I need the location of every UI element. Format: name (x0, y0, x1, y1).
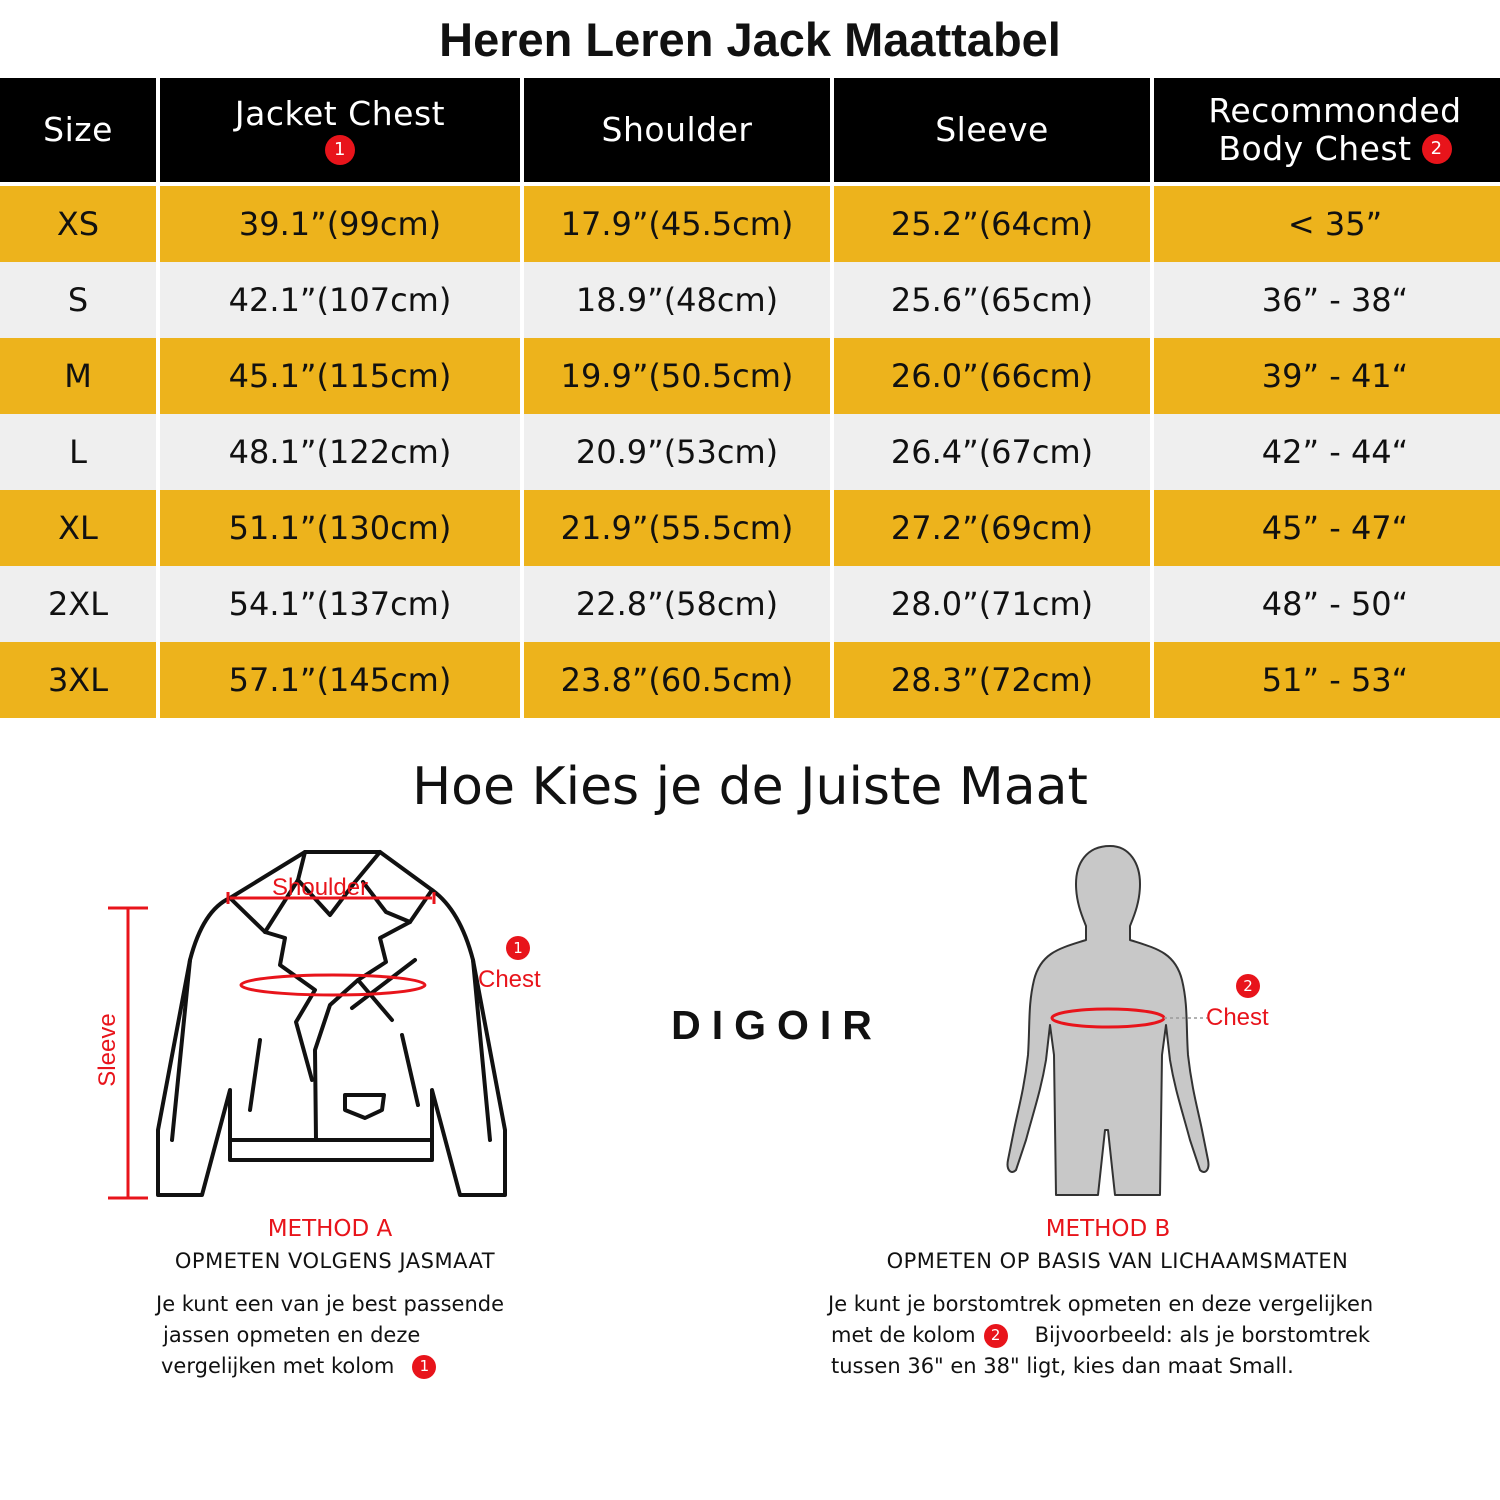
method-a-line-2: jassen opmeten en deze (163, 1323, 421, 1347)
table-cell-jacket-chest: 57.1”(145cm) (160, 642, 520, 718)
table-cell-size: XL (0, 490, 156, 566)
header-text: Body Chest (1218, 129, 1412, 168)
method-a-line-3-wrap (156, 1351, 576, 1382)
method-b-line-3: tussen 36" en 38" ligt, kies dan maat Small. (831, 1354, 1294, 1378)
header-shoulder (524, 78, 830, 182)
table-cell-shoulder: 23.8”(60.5cm) (524, 642, 830, 718)
header-line (235, 95, 445, 133)
page-title: Heren Leren Jack Maattabel (439, 13, 1061, 66)
method-a-badge: 1 (412, 1355, 436, 1379)
header-line (1218, 130, 1451, 168)
table-cell-jacket-chest: 51.1”(130cm) (160, 490, 520, 566)
method-a-line-1: Je kunt een van je best passende (156, 1292, 505, 1316)
table-cell-shoulder: 19.9”(50.5cm) (524, 338, 830, 414)
table-cell-body-chest: 45” - 47“ (1154, 490, 1500, 566)
table-cell-shoulder: 17.9”(45.5cm) (524, 186, 830, 262)
table-cell-size: 2XL (0, 566, 156, 642)
header-body-chest (1154, 78, 1500, 182)
header-jacket-chest (160, 78, 520, 182)
method-b-line-2-wrap (828, 1320, 1428, 1351)
table-cell-sleeve: 28.3”(72cm) (834, 642, 1150, 718)
method-a-title: METHOD A (267, 1216, 393, 1242)
table-cell-jacket-chest: 45.1”(115cm) (160, 338, 520, 414)
body-chest-label: Chest (1206, 1004, 1269, 1031)
size-table (0, 78, 1500, 718)
header-text: Jacket Chest (234, 94, 446, 133)
shoulder-label: Shoulder (272, 874, 369, 901)
header-line (935, 111, 1049, 149)
table-cell-sleeve: 27.2”(69cm) (834, 490, 1150, 566)
header-text: Recommonded (1208, 91, 1462, 130)
table-cell-body-chest: 51” - 53“ (1154, 642, 1500, 718)
method-b-subtitle: OPMETEN OP BASIS VAN LICHAAMSMATEN (886, 1249, 1349, 1273)
table-cell-size: S (0, 262, 156, 338)
sleeve-label: Sleeve (94, 1013, 121, 1087)
section-title: Hoe Kies je de Juiste Maat (412, 757, 1088, 817)
table-cell-jacket-chest: 48.1”(122cm) (160, 414, 520, 490)
table-cell-sleeve: 25.2”(64cm) (834, 186, 1150, 262)
table-cell-size: L (0, 414, 156, 490)
table-cell-body-chest: < 35” (1154, 186, 1500, 262)
body-silhouette (990, 840, 1230, 1205)
table-cell-body-chest: 42” - 44“ (1154, 414, 1500, 490)
table-cell-size: XS (0, 186, 156, 262)
body-chest-badge: 2 (1236, 974, 1260, 998)
method-b-line-1: Je kunt je borstomtrek opmeten en deze vergelijken (828, 1292, 1374, 1316)
method-b-title: METHOD B (1045, 1216, 1171, 1242)
table-cell-size: M (0, 338, 156, 414)
table-cell-shoulder: 22.8”(58cm) (524, 566, 830, 642)
table-cell-sleeve: 26.4”(67cm) (834, 414, 1150, 490)
header-line (602, 111, 753, 149)
header-badge: 2 (1422, 134, 1452, 164)
table-cell-sleeve: 25.6”(65cm) (834, 262, 1150, 338)
table-cell-jacket-chest: 42.1”(107cm) (160, 262, 520, 338)
table-cell-jacket-chest: 54.1”(137cm) (160, 566, 520, 642)
header-badge: 1 (325, 135, 355, 165)
table-cell-body-chest: 39” - 41“ (1154, 338, 1500, 414)
method-a-description (156, 1289, 576, 1382)
header-text: Sleeve (935, 110, 1049, 149)
table-cell-shoulder: 20.9”(53cm) (524, 414, 830, 490)
method-b-badge: 2 (984, 1324, 1008, 1348)
header-text: Shoulder (601, 110, 753, 149)
method-b-line-2a: met de kolom (831, 1323, 976, 1347)
table-cell-sleeve: 26.0”(66cm) (834, 338, 1150, 414)
header-line (1208, 92, 1461, 130)
table-cell-size: 3XL (0, 642, 156, 718)
method-a-line-3: vergelijken met kolom (161, 1354, 395, 1378)
method-b-description (828, 1289, 1428, 1382)
jacket-chest-label: Chest (478, 966, 541, 993)
table-cell-shoulder: 21.9”(55.5cm) (524, 490, 830, 566)
header-size (0, 78, 156, 182)
method-b-line-2b: Bijvoorbeeld: als je borstomtrek (1034, 1323, 1371, 1347)
header-sleeve (834, 78, 1150, 182)
table-cell-body-chest: 36” - 38“ (1154, 262, 1500, 338)
method-a-subtitle: OPMETEN VOLGENS JASMAAT (174, 1249, 496, 1273)
header-text: Size (43, 110, 113, 149)
table-cell-sleeve: 28.0”(71cm) (834, 566, 1150, 642)
header-line (43, 111, 113, 149)
brand-logo: DIGOIR (671, 1002, 883, 1048)
jacket-chest-badge: 1 (506, 936, 530, 960)
table-cell-shoulder: 18.9”(48cm) (524, 262, 830, 338)
table-cell-body-chest: 48” - 50“ (1154, 566, 1500, 642)
table-cell-jacket-chest: 39.1”(99cm) (160, 186, 520, 262)
